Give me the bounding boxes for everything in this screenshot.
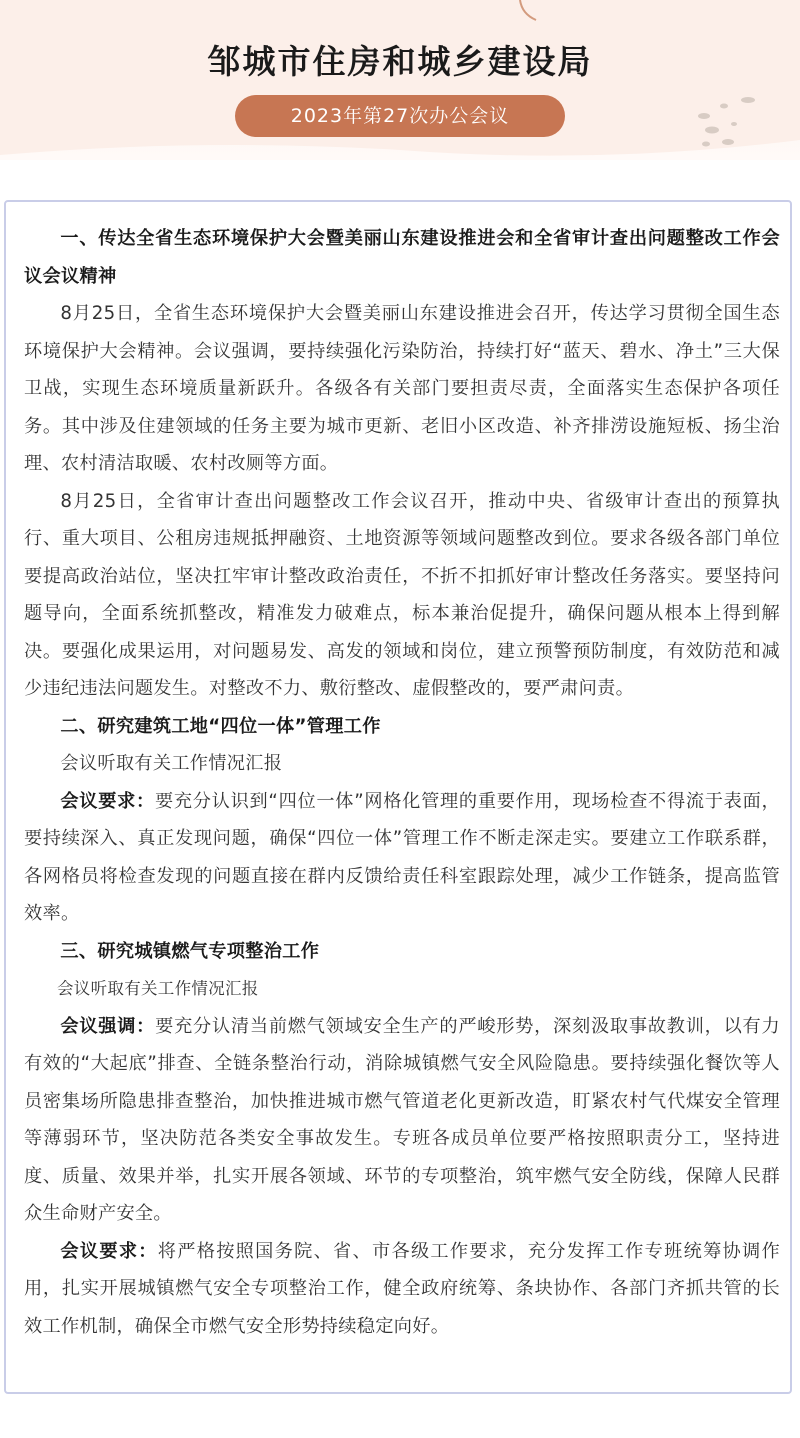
- org-title: 邹城市住房和城乡建设局: [207, 42, 593, 81]
- content-card: [4, 200, 792, 1394]
- section-1-heading: 一、传达全省生态环境保护大会暨美丽山东建设推进会和全省审计查出问题整改工作会议会议精神: [24, 228, 780, 287]
- article-body: [24, 220, 780, 1345]
- section-2-paragraph-1: 会议听取有关工作情况汇报: [60, 753, 283, 774]
- section-3-paragraph-1: 会议听取有关工作情况汇报: [57, 979, 259, 998]
- section-2-requirement: [24, 783, 780, 933]
- requirement-label: 会议要求：: [60, 1240, 158, 1262]
- section-3-emphasis: [24, 1008, 780, 1233]
- section-2-heading: 二、研究建筑工地“四位一体”管理工作: [60, 715, 381, 737]
- requirement-text: 要充分认识到“四位一体”网格化管理的重要作用，现场检查不得流于表面，要持续深入、真正发现问题，确保“四位一体”管理工作不断走深走实。要建立工作联系群，各网格员将检查发现的问题直接在群内反馈给责任科室跟踪处理，减少工作链条，提高监管效率。: [24, 790, 780, 924]
- requirement-label: 会议要求：: [60, 790, 155, 812]
- decorative-dots-icon: [690, 92, 770, 156]
- section-3-heading: 三、研究城镇燃气专项整治工作: [60, 940, 320, 962]
- meeting-label-badge: 2023年第27次办公会议: [235, 95, 565, 137]
- header-banner: [0, 0, 800, 160]
- section-1-paragraph-2: 8月25日，全省审计查出问题整改工作会议召开，推动中央、省级审计查出的预算执行、重大项目、公租房违规抵押融资、土地资源等领域问题整改到位。要求各级各部门单位要提高政治站位，坚决扛牢审计整改政治责任，不折不扣抓好审计整改任务落实。要坚持问题导向，全面系统抓整改，精准发力破难点，标本兼治促提升，确保问题从根本上得到解决。要强化成果运用，对问题易发、高发的领域和岗位，建立预警预防制度，有效防范和减少违纪违法问题发生。对整改不力、敷衍整改、虚假整改的，要严肃问责。: [24, 490, 780, 699]
- emphasis-label: 会议强调：: [60, 1015, 156, 1037]
- section-1-paragraph-1: 8月25日，全省生态环境保护大会暨美丽山东建设推进会召开，传达学习贯彻全国生态环境保护大会精神。会议强调，要持续强化污染防治，持续打好“蓝天、碧水、净土”三大保卫战，实现生态环境质量新跃升。各级各有关部门要担责尽责，全面落实生态保护各项任务。其中涉及住建领域的任务主要为城市更新、老旧小区改造、补齐排涝设施短板、扬尘治理、农村清洁取暖、农村改厕等方面。: [24, 303, 780, 474]
- requirement-text: 将严格按照国务院、省、市各级工作要求，充分发挥工作专班统筹协调作用，扎实开展城镇燃气安全专项整治工作，健全政府统筹、条块协作、各部门齐抓共管的长效工作机制，确保全市燃气安全形势持续稳定向好。: [24, 1240, 780, 1337]
- section-3-requirement: [24, 1233, 780, 1346]
- emphasis-text: 要充分认清当前燃气领域安全生产的严峻形势，深刻汲取事故教训，以有力有效的“大起底”排查、全链条整治行动，消除城镇燃气安全风险隐患。要持续强化餐饮等人员密集场所隐患排查整治，加快推进城市燃气管道老化更新改造，盯紧农村气代煤安全管理等薄弱环节，坚决防范各类安全事故发生。专班各成员单位要严格按照职责分工，坚持进度、质量、效果并举，扎实开展各领域、环节的专项整治，筑牢燃气安全防线，保障人民群众生命财产安全。: [24, 1015, 780, 1224]
